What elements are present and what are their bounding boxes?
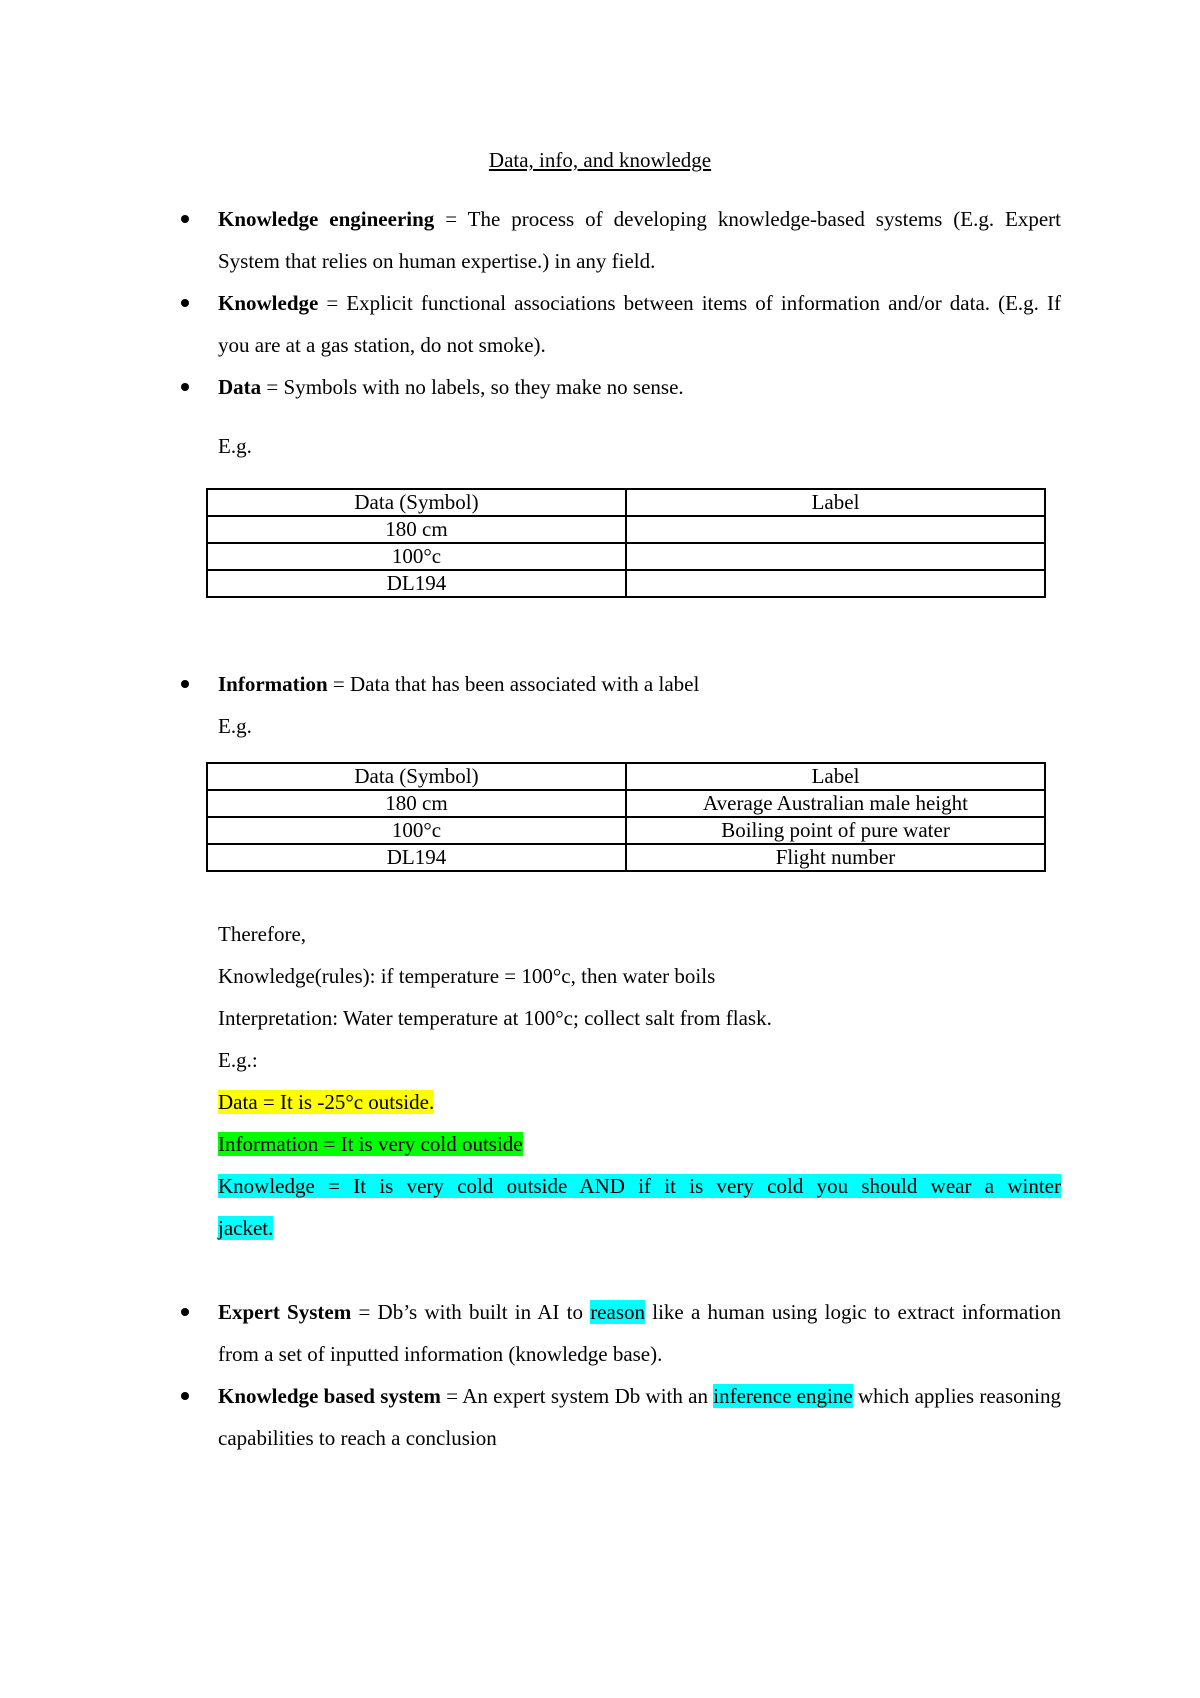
page-title: Data, info, and knowledge (488, 148, 712, 172)
term: Data (218, 375, 262, 399)
table-cell: Average Australian male height (626, 790, 1045, 817)
definition-part: = An expert system Db with an (440, 1384, 714, 1408)
bullet-knowledge-based-system (218, 1375, 1061, 1459)
bullet-dot-icon (181, 299, 189, 307)
bullet-dot-icon (181, 1392, 189, 1400)
table-cell: 100°c (207, 817, 626, 844)
data-symbol-table (206, 488, 1046, 598)
highlighted-text: Data = It is -25°c outside. (218, 1090, 435, 1114)
highlighted-text: jacket. (218, 1216, 274, 1240)
term: Knowledge (218, 291, 319, 315)
table-cell: Flight number (626, 844, 1045, 871)
bullet-dot-icon (181, 680, 189, 688)
eg-colon-label: E.g.: (218, 1048, 258, 1072)
definition: = The process of developing knowledge-based systems (E.g. Expert System that relies on human expertise.) in any field. (218, 207, 1061, 273)
example-information-line (218, 1130, 523, 1158)
bullet-information (218, 663, 1061, 705)
bullet-dot-icon (181, 1308, 189, 1316)
table-header-cell: Label (626, 489, 1045, 516)
definition: = Explicit functional associations between items of information and/or data. (E.g. If you are at a gas station, do not smoke). (218, 291, 1061, 357)
table-row (207, 543, 1045, 570)
table-row (207, 817, 1045, 844)
definition-part: like a human using logic to extract information from a set of inputted information (knowledge base). (218, 1300, 1061, 1366)
table-cell (626, 516, 1045, 543)
interpretation-text: Interpretation: Water temperature at 100°c; collect salt from flask. (218, 1006, 772, 1030)
term: Information (218, 672, 328, 696)
highlighted-text: Information = It is very cold outside (218, 1132, 523, 1156)
highlighted-text: Knowledge = It is very cold outside AND if it is very cold you should wear a winter (218, 1174, 1061, 1198)
bullet-dot-icon (181, 383, 189, 391)
table-cell: Boiling point of pure water (626, 817, 1045, 844)
eg-label: E.g. (218, 434, 252, 458)
table-cell: 180 cm (207, 516, 626, 543)
highlighted-text: inference engine (713, 1384, 853, 1408)
table-header-row (207, 763, 1045, 790)
bullet-data (218, 366, 1061, 408)
term: Knowledge based system (218, 1384, 441, 1408)
table-cell: DL194 (207, 844, 626, 871)
eg-label: E.g. (218, 714, 252, 738)
rules-text: Knowledge(rules): if temperature = 100°c, then water boils (218, 964, 716, 988)
table-cell (626, 543, 1045, 570)
table-cell: DL194 (207, 570, 626, 597)
definition: = Data that has been associated with a label (327, 672, 700, 696)
therefore-text: Therefore, (218, 922, 307, 946)
table-cell (626, 570, 1045, 597)
table-row (207, 516, 1045, 543)
table-header-cell: Data (Symbol) (207, 763, 626, 790)
table-cell: 180 cm (207, 790, 626, 817)
bullet-dot-icon (181, 215, 189, 223)
table-row (207, 790, 1045, 817)
highlighted-text: reason (590, 1300, 645, 1324)
information-table (206, 762, 1046, 872)
term: Expert System (218, 1300, 352, 1324)
table-cell: 100°c (207, 543, 626, 570)
bullet-knowledge-engineering (218, 198, 1061, 282)
definition-part: which applies reasoning capabilities to reach a conclusion (218, 1384, 1061, 1450)
bullet-knowledge (218, 282, 1061, 366)
definition: = Symbols with no labels, so they make no sense. (261, 375, 684, 399)
definition-part: = Db’s with built in AI to (351, 1300, 591, 1324)
table-row (207, 844, 1045, 871)
bullet-expert-system (218, 1291, 1061, 1375)
table-header-cell: Data (Symbol) (207, 489, 626, 516)
table-header-row (207, 489, 1045, 516)
table-header-cell: Label (626, 763, 1045, 790)
term: Knowledge engineering (218, 207, 435, 231)
example-data-line (218, 1088, 434, 1116)
example-knowledge-line (218, 1165, 1061, 1249)
table-row (207, 570, 1045, 597)
